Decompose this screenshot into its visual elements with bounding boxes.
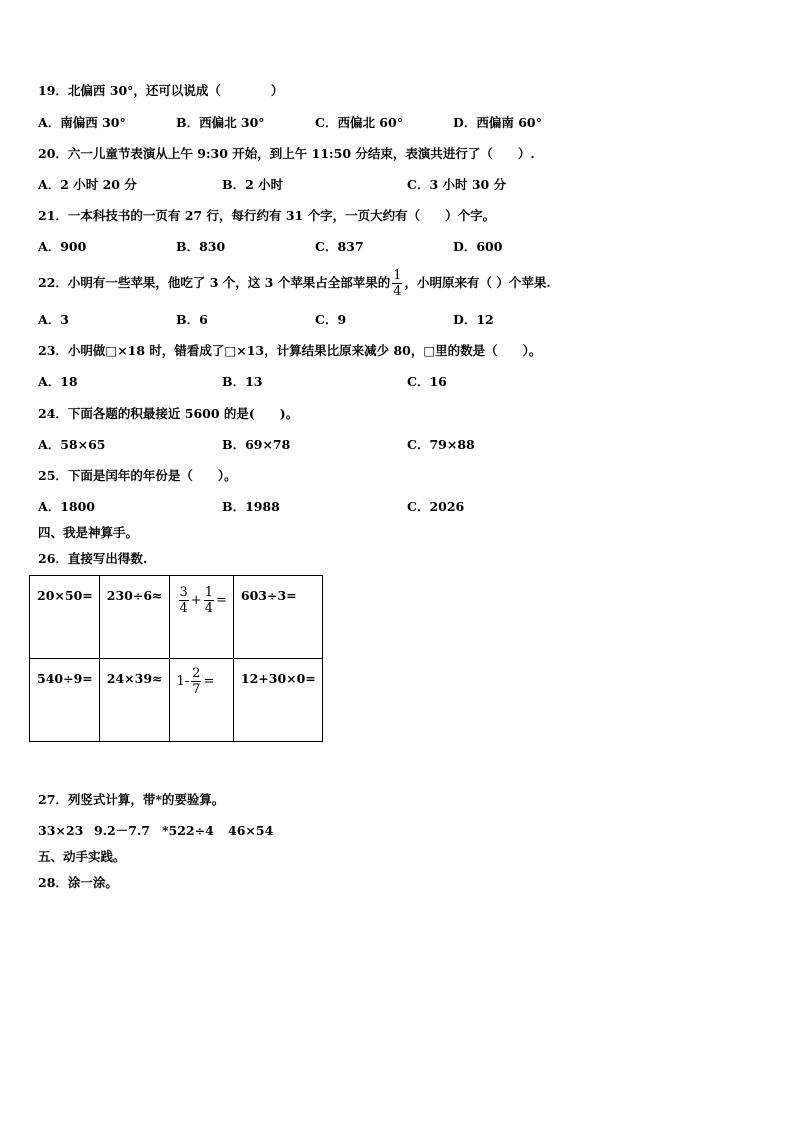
q22-stem-after: ，小明原来有（ ）个苹果. <box>404 275 551 290</box>
fraction-denominator: 4 <box>204 601 213 616</box>
fraction-denominator: 7 <box>192 682 201 697</box>
mental-math-table <box>29 575 323 742</box>
q22-option-d: D．12 <box>453 312 494 327</box>
q21-option-b: B．830 <box>176 239 226 254</box>
table-row <box>30 576 323 659</box>
calc-cell: 12+30×0= <box>233 659 322 742</box>
q25-option-c: C．2026 <box>407 499 465 514</box>
calc-cell: 20×50= <box>30 576 100 659</box>
question-24-stem: 24．下面各题的积最接近 5600 的是( )。 <box>38 406 299 421</box>
table-row <box>30 659 323 742</box>
q22-option-c: C．9 <box>315 312 347 327</box>
question-25-stem: 25．下面是闰年的年份是（ ）。 <box>38 468 237 483</box>
q21-option-a: A．900 <box>38 239 87 254</box>
question-26-stem: 26．直接写出得数. <box>38 551 148 566</box>
q24-option-a: A．58×65 <box>38 437 106 452</box>
q22-option-b: B．6 <box>176 312 208 327</box>
equals-sign: = <box>203 674 215 689</box>
q24-option-c: C．79×88 <box>407 437 475 452</box>
q19-option-a: A．南偏西 30° <box>38 115 126 130</box>
calc-cell: 603÷3= <box>233 576 322 659</box>
q20-option-c: C．3 小时 30 分 <box>407 177 507 192</box>
fraction-numerator: 1 <box>204 585 213 600</box>
q19-option-b: B．西偏北 30° <box>176 115 265 130</box>
calc-cell-fraction-diff <box>169 659 233 742</box>
q22-fraction <box>392 269 402 298</box>
question-27-stem: 27．列竖式计算，带*的要验算。 <box>38 792 225 807</box>
question-21-stem: 21．一本科技书的一页有 27 行，每行约有 31 个字，一页大约有（ ）个字。 <box>38 208 496 223</box>
q21-option-d: D．600 <box>453 239 503 254</box>
question-23-stem: 23．小明做□×18 时，错看成了□×13，计算结果比原来减少 80，□里的数是（ ）。 <box>38 343 542 358</box>
fraction <box>204 586 214 615</box>
q22-fraction-numerator: 1 <box>393 268 402 283</box>
equals-sign: = <box>215 593 227 608</box>
q27-item-3: *522÷4 <box>162 823 214 838</box>
q22-stem-before: 22．小明有一些苹果，他吃了 3 个，这 3 个苹果占全部苹果的 <box>38 275 391 290</box>
q23-option-a: A．18 <box>38 374 78 389</box>
fraction <box>179 586 189 615</box>
calc-cell-fraction-sum <box>169 576 233 659</box>
question-28-stem: 28．涂一涂。 <box>38 875 118 890</box>
q22-fraction-denominator: 4 <box>393 284 402 299</box>
q25-option-a: A．1800 <box>38 499 95 514</box>
question-19-stem: 19．北偏西 30°，还可以说成（ ） <box>38 83 284 98</box>
q21-option-c: C．837 <box>315 239 364 254</box>
lead-term: 1- <box>176 674 190 689</box>
q25-option-b: B．1988 <box>222 499 280 514</box>
q20-option-a: A．2 小时 20 分 <box>38 177 137 192</box>
calc-cell: 540÷9= <box>30 659 100 742</box>
calc-cell: 24×39≈ <box>99 659 169 742</box>
q19-option-d: D．西偏南 60° <box>453 115 542 130</box>
question-20-stem: 20．六一儿童节表演从上午 9:30 开始，到上午 11:50 分结束，表演共进行了（ ）. <box>38 146 535 161</box>
calc-cell: 230÷6≈ <box>99 576 169 659</box>
fraction-numerator: 3 <box>179 585 188 600</box>
question-22-stem <box>38 268 551 298</box>
fraction-numerator: 2 <box>192 666 201 681</box>
fraction-denominator: 4 <box>179 601 188 616</box>
q24-option-b: B．69×78 <box>222 437 291 452</box>
q27-item-4: 46×54 <box>228 823 274 838</box>
q27-item-1: 33×23 <box>38 823 84 838</box>
operator: + <box>190 593 202 608</box>
q27-item-2: 9.2－7.7 <box>94 823 150 838</box>
q23-option-b: B．13 <box>222 374 263 389</box>
q19-option-c: C．西偏北 60° <box>315 115 403 130</box>
fraction <box>191 667 201 696</box>
section-5-heading: 五、动手实践。 <box>38 849 126 864</box>
section-4-heading: 四、我是神算手。 <box>38 525 139 540</box>
q20-option-b: B．2 小时 <box>222 177 284 192</box>
q23-option-c: C．16 <box>407 374 447 389</box>
q22-option-a: A．3 <box>38 312 69 327</box>
